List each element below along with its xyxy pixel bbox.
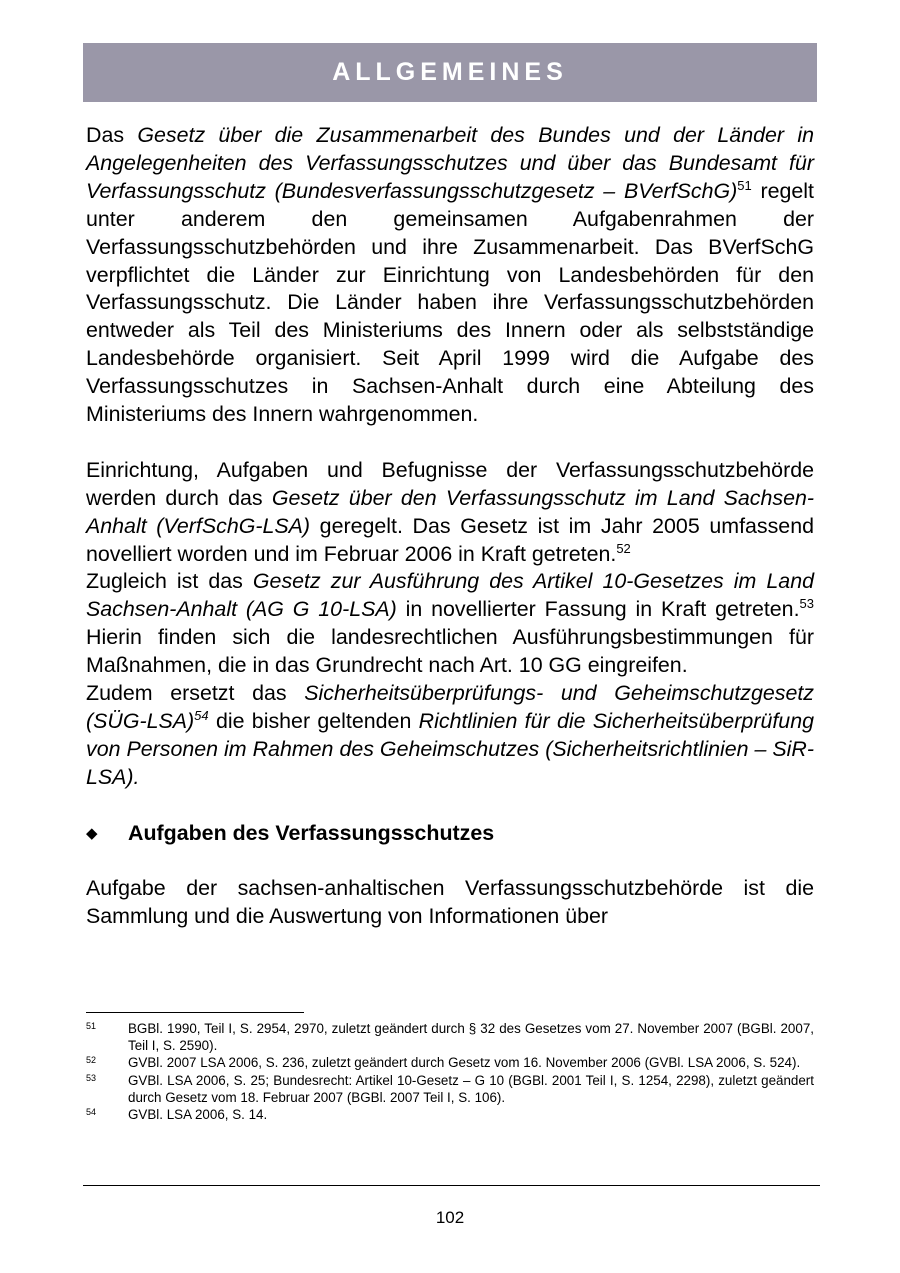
paragraph-3 <box>86 568 814 680</box>
para1-text-1: Das <box>86 123 138 147</box>
section-header-title: ALLGEMEINES <box>332 58 568 86</box>
para2-text-1: Einrichtung, Aufgaben und Befugnisse der Verfassungsschutzbehörde werden durch das <box>86 457 814 510</box>
paragraph-2 <box>86 457 814 569</box>
para4-law-title: Sicherheitsüberprüfungs- und Geheimschutzgesetz (SÜG-LSA) <box>86 681 814 734</box>
footnote-ref-52: 52 <box>616 540 631 556</box>
footnote <box>86 1020 814 1054</box>
footnote-divider <box>86 1012 304 1013</box>
page-number: 102 <box>435 1208 465 1227</box>
footnotes <box>86 1020 814 1123</box>
para4-text-1: Zudem ersetzt das <box>86 681 305 706</box>
footer-divider <box>83 1185 820 1186</box>
para4-guideline-title: Richtlinien für die Sicherheitsüberprüfung von Personen im Rahmen des Geheimschutzes (Sicherheitsrichtlinien – SiR-LSA). <box>86 709 814 789</box>
para3-text-1: Zugleich ist das <box>86 569 253 594</box>
footnote-number: 52 <box>86 1055 97 1066</box>
footnote <box>86 1106 814 1123</box>
footnote-text: GVBl. 2007 LSA 2006, S. 236, zuletzt geändert durch Gesetz vom 16. November 2006 (GVBl. LSA 2006, S. 524). <box>128 1055 801 1071</box>
footnote-ref-54: 54 <box>194 707 209 723</box>
section-heading <box>86 820 814 848</box>
paragraph-4 <box>86 680 814 792</box>
footnote-text: GVBl. LSA 2006, S. 25; Bundesrecht: Artikel 10-Gesetz – G 10 (BGBl. 2001 Teil I, S. 1254, 2298), zuletzt geändert durch Gesetz vom 18. Februar 2007 (BGBl. 2007 Teil I, S. 106). <box>128 1072 814 1105</box>
footnote-text: BGBl. 1990, Teil I, S. 2954, 2970, zuletzt geändert durch § 32 des Gesetzes vom 27. November 2007 (BGBl. 2007, Teil I, S. 2590). <box>128 1021 814 1054</box>
footnote <box>86 1072 814 1106</box>
para2-text-2: geregelt. Das Gesetz ist im Jahr 2005 umfassend novelliert worden und im Februar 2006 in Kraft getreten. <box>86 513 814 566</box>
para2-law-title: Gesetz über den Verfassungsschutz im Land Sachsen-Anhalt (VerfSchG-LSA) <box>86 485 814 538</box>
footnote-text: GVBl. LSA 2006, S. 14. <box>128 1107 268 1123</box>
footnote-number: 54 <box>86 1107 97 1118</box>
para4-text-2: die bisher geltenden <box>208 709 419 734</box>
footnote-ref-51: 51 <box>737 177 752 193</box>
section-heading-text: Aufgaben des Verfassungsschutzes <box>128 820 495 845</box>
para3-law-title: Gesetz zur Ausführung des Artikel 10-Gesetzes im Land Sachsen-Anhalt (AG G 10-LSA) <box>86 569 815 622</box>
section-header <box>83 43 817 102</box>
body-text <box>86 122 814 931</box>
footnote-number: 53 <box>86 1072 97 1083</box>
para3-text-3: Hierin finden sich die landesrechtlichen Ausführungsbestimmungen für Maßnahmen, die in das Grundrecht nach Art. 10 GG eingreifen. <box>86 625 814 678</box>
footnote-ref-53: 53 <box>799 596 814 612</box>
para3-text-2: in novellierter Fassung in Kraft getreten. <box>396 597 800 622</box>
paragraph-5: Aufgabe der sachsen-anhaltischen Verfassungsschutzbehörde ist die Sammlung und die Auswertung von Informationen über <box>86 876 814 929</box>
paragraph-1 <box>86 122 814 429</box>
footnote <box>86 1054 814 1071</box>
diamond-bullet-icon: ◆ <box>86 824 98 842</box>
para1-text-2: regelt unter anderem den gemeinsamen Aufgabenrahmen der Verfassungsschutzbehörden und ihre Zusammenarbeit. Das BVerfSchG verpflichtet die Länder zur Einrichtung von Landesbehörden für den Verfassungsschutz. Die Länder haben ihre Verfassungsschutzbehörden entweder als Teil des Ministeriums des Innern oder als selbstständige Landesbehörde organisiert. Seit April 1999 wird die Aufgabe des Verfassungsschutzes in Sachsen-Anhalt durch eine Abteilung des Ministeriums des Innern wahrgenommen. <box>86 178 814 427</box>
para1-law-title: Gesetz über die Zusammenarbeit des Bundes und der Länder in Angelegenheiten des Verfassungsschutzes und über das Bundesamt für Verfassungsschutz (Bundesverfassungsschutzgesetz – BVerfSchG) <box>86 123 815 203</box>
footnote-number: 51 <box>86 1021 97 1031</box>
